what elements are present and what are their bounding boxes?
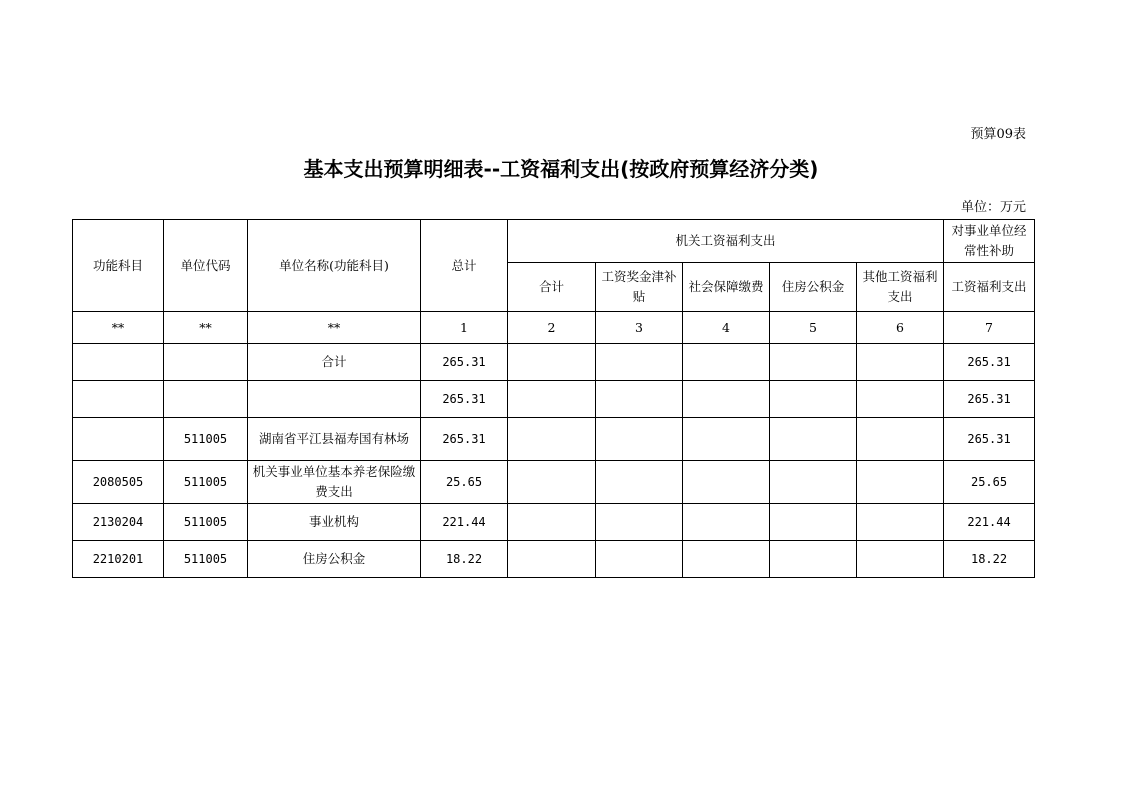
unit-code-cell: 511005 [164, 541, 248, 578]
unit-name-cell: 合计 [248, 344, 421, 381]
value-cell [508, 541, 596, 578]
header-wage-welfare: 工资福利支出 [944, 263, 1035, 312]
value-cell [596, 381, 683, 418]
index-cell: ** [164, 312, 248, 344]
value-cell [857, 344, 944, 381]
unit-name-cell: 事业机构 [248, 504, 421, 541]
value-cell: 265.31 [944, 418, 1035, 461]
value-cell [508, 504, 596, 541]
value-cell [857, 541, 944, 578]
header-total: 总计 [421, 220, 508, 312]
total-cell: 265.31 [421, 344, 508, 381]
unit-name-cell: 湖南省平江县福寿国有林场 [248, 418, 421, 461]
header-row-1 [73, 220, 1035, 263]
value-cell [857, 418, 944, 461]
index-cell: 4 [683, 312, 770, 344]
value-cell [508, 418, 596, 461]
table-row [73, 344, 1035, 381]
header-housing-fund: 住房公积金 [770, 263, 857, 312]
header-unit-name: 单位名称(功能科目) [248, 220, 421, 312]
value-cell [770, 418, 857, 461]
value-cell [596, 418, 683, 461]
unit-name-cell: 住房公积金 [248, 541, 421, 578]
header-other-wages: 其他工资福利支出 [857, 263, 944, 312]
total-cell: 221.44 [421, 504, 508, 541]
value-cell [683, 418, 770, 461]
header-wage-bonus: 工资奖金津补贴 [596, 263, 683, 312]
value-cell [596, 344, 683, 381]
header-inst-subsidy-group: 对事业单位经常性补助 [944, 220, 1035, 263]
total-cell: 265.31 [421, 381, 508, 418]
value-cell: 265.31 [944, 381, 1035, 418]
table-row [73, 418, 1035, 461]
func-subject-cell [73, 418, 164, 461]
total-cell: 25.65 [421, 461, 508, 504]
value-cell [508, 461, 596, 504]
index-cell: ** [248, 312, 421, 344]
index-cell: 7 [944, 312, 1035, 344]
value-cell [508, 381, 596, 418]
value-cell: 25.65 [944, 461, 1035, 504]
form-number: 预算09表 [970, 127, 1026, 142]
budget-table [72, 219, 1035, 578]
value-cell [770, 461, 857, 504]
table-row [73, 381, 1035, 418]
index-cell: 2 [508, 312, 596, 344]
value-cell: 265.31 [944, 344, 1035, 381]
func-subject-cell: 2080505 [73, 461, 164, 504]
value-cell [857, 461, 944, 504]
value-cell [596, 541, 683, 578]
unit-code-cell [164, 381, 248, 418]
func-subject-cell: 2210201 [73, 541, 164, 578]
header-subtotal: 合计 [508, 263, 596, 312]
total-cell: 18.22 [421, 541, 508, 578]
value-cell [596, 461, 683, 504]
table-row [73, 461, 1035, 504]
func-subject-cell [73, 344, 164, 381]
table-row [73, 541, 1035, 578]
value-cell [857, 504, 944, 541]
header-social-security: 社会保障缴费 [683, 263, 770, 312]
value-cell [770, 504, 857, 541]
value-cell [770, 541, 857, 578]
value-cell [508, 344, 596, 381]
value-cell: 221.44 [944, 504, 1035, 541]
value-cell [683, 541, 770, 578]
unit-name-cell: 机关事业单位基本养老保险缴费支出 [248, 461, 421, 504]
unit-code-cell [164, 344, 248, 381]
index-row [73, 312, 1035, 344]
value-cell [683, 381, 770, 418]
value-cell: 18.22 [944, 541, 1035, 578]
table-row [73, 504, 1035, 541]
unit-code-cell: 511005 [164, 504, 248, 541]
value-cell [770, 381, 857, 418]
index-cell: 6 [857, 312, 944, 344]
total-cell: 265.31 [421, 418, 508, 461]
unit-name-cell [248, 381, 421, 418]
index-cell: 1 [421, 312, 508, 344]
func-subject-cell [73, 381, 164, 418]
index-cell: 3 [596, 312, 683, 344]
unit-code-cell: 511005 [164, 418, 248, 461]
value-cell [683, 504, 770, 541]
value-cell [683, 344, 770, 381]
page-title: 基本支出预算明细表--工资福利支出(按政府预算经济分类) [303, 157, 819, 181]
header-func-subject: 功能科目 [73, 220, 164, 312]
value-cell [683, 461, 770, 504]
header-org-wages-group: 机关工资福利支出 [508, 220, 944, 263]
value-cell [596, 504, 683, 541]
header-unit-code: 单位代码 [164, 220, 248, 312]
index-cell: 5 [770, 312, 857, 344]
unit-label: 单位：万元 [960, 200, 1026, 215]
value-cell [770, 344, 857, 381]
index-cell: ** [73, 312, 164, 344]
unit-code-cell: 511005 [164, 461, 248, 504]
func-subject-cell: 2130204 [73, 504, 164, 541]
value-cell [857, 381, 944, 418]
